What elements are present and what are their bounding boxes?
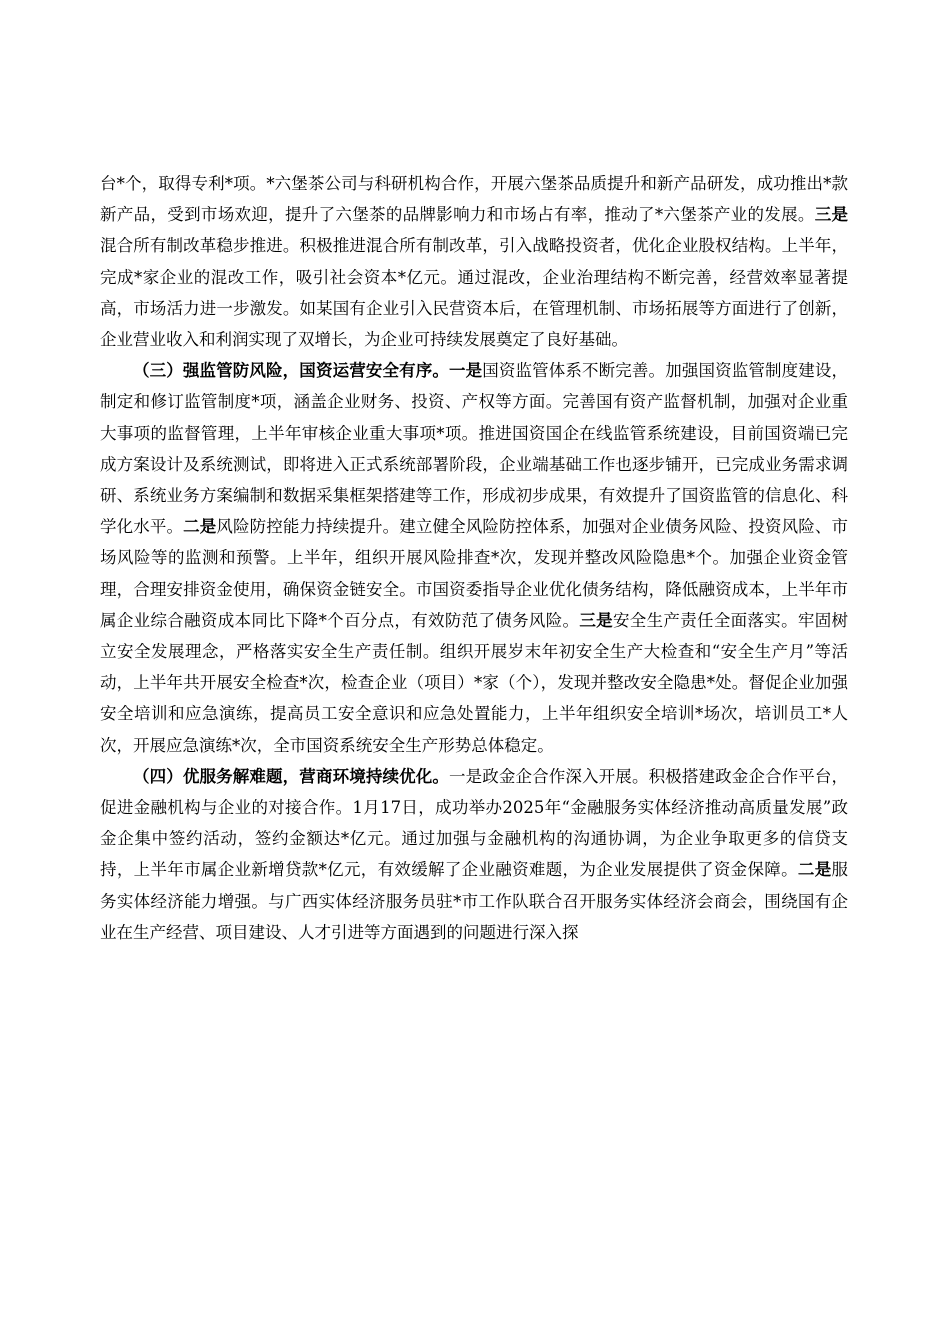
text-run: 安全生产责任全面落实。牢固树立安全发展理念，严格落实安全生产责任制。组织开展岁末年初安全生产大检查和“安全生产月”等活动，上半年共开展安全检查*次，检查企业（项目）*家（个），发现并整改安全隐患*处。督促企业加强安全培训和应急演练，提高员工安全意识和应急处置能力，上半年组织安全培训*场次，培训员工*人次，开展应急演练*次，全市国资系统安全生产形势总体稳定。 — [100, 610, 848, 755]
emphasis-run: 三是 — [579, 610, 613, 630]
paragraph-1 — [100, 168, 848, 355]
text-run: 混合所有制改革稳步推进。积极推进混合所有制改革，引入战略投资者，优化企业股权结构。上半年，完成*家企业的混改工作，吸引社会资本*亿元。通过混改，企业治理结构不断完善，经营效率显著提高，市场活力进一步激发。如某国有企业引入民营资本后，在管理机制、市场拓展等方面进行了创新，企业营业收入和利润实现了双增长，为企业可持续发展奠定了良好基础。 — [100, 236, 848, 350]
emphasis-run: 二是 — [183, 517, 217, 537]
text-run: 风险防控能力持续提升。建立健全风险防控体系，加强对企业债务风险、投资风险、市场风险等的监测和预警。上半年，组织开展风险排查*次，发现并整改风险隐患*个。加强企业资金管理，合理安排资金使用，确保资金链安全。市国资委指导企业优化债务结构，降低融资成本，上半年市属企业综合融资成本同比下降*个百分点，有效防范了债务风险。 — [100, 517, 848, 630]
emphasis-run: 三是 — [814, 205, 848, 225]
text-run: 服务实体经济能力增强。与广西实体经济服务员驻*市工作队联合召开服务实体经济会商会，围绕国有企业在生产经营、项目建设、人才引进等方面遇到的问题进行深入探 — [100, 860, 848, 942]
text-run: 国资监管体系不断完善。加强国资监管制度建设，制定和修订监管制度*项，涵盖企业财务、投资、产权等方面。完善国有资产监督机制，加强对企业重大事项的监督管理，上半年审核企业重大事项*项。推进国资国企在线监管系统建设，目前国资端已完成方案设计及系统测试，即将进入正式系统部署阶段，企业端基础工作也逐步铺开，已完成业务需求调研、系统业务方案编制和数据采集框架搭建等工作，形成初步成果，有效提升了国资监管的信息化、科学化水平。 — [100, 361, 849, 537]
document-page — [100, 168, 848, 948]
text-run: 一是政金企合作深入开展。积极搭建政金企合作平台，促进金融机构与企业的对接合作。1月17日，成功举办2025年“金融服务实体经济推动高质量发展”政金企集中签约活动，签约金额达*亿元。通过加强与金融机构的沟通协调，为企业争取更多的信贷支持，上半年市属企业新增贷款*亿元，有效缓解了企业融资难题，为企业发展提供了资金保障。 — [100, 766, 849, 880]
paragraph-section-4 — [100, 761, 848, 948]
emphasis-run: 二是 — [797, 860, 832, 880]
section-heading-run: （四）优服务解难题，营商环境持续优化。 — [133, 766, 449, 786]
text-run: 台*个，取得专利*项。*六堡茶公司与科研机构合作，开展六堡茶品质提升和新产品研发，成功推出*款新产品，受到市场欢迎，提升了六堡茶的品牌影响力和市场占有率，推动了*六堡茶产业的发展。 — [100, 174, 848, 225]
section-heading-run: （三）强监管防风险，国资运营安全有序。一是 — [133, 361, 483, 381]
paragraph-section-3 — [100, 355, 848, 761]
